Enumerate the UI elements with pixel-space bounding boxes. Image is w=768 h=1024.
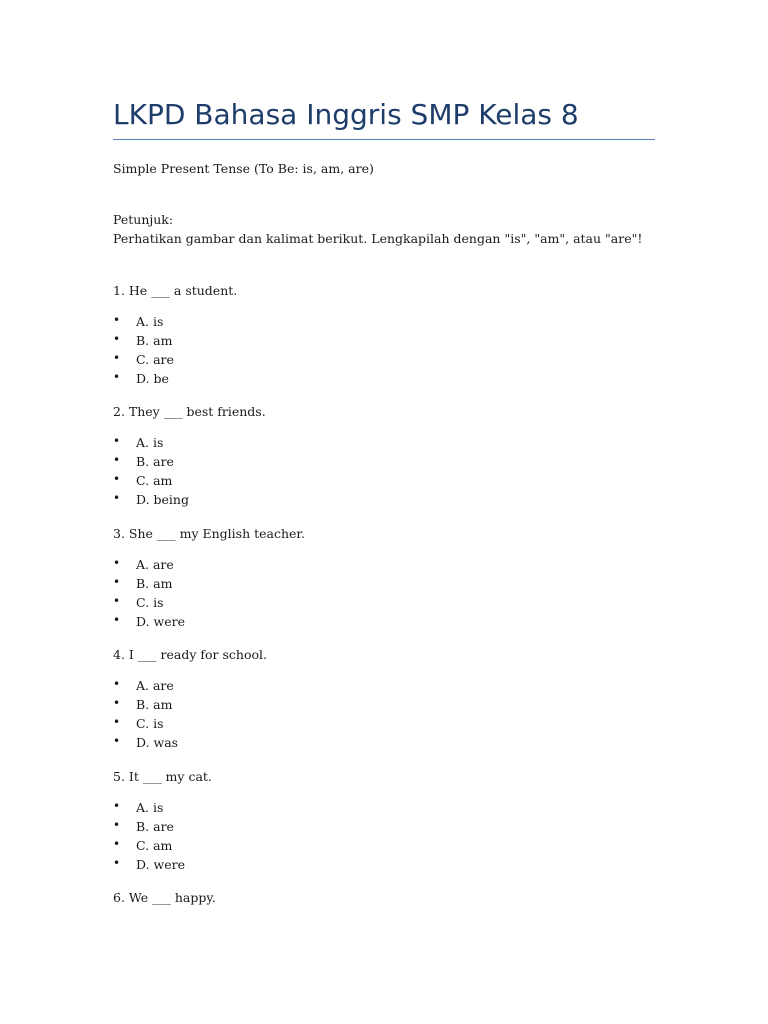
option-label: C. are xyxy=(136,352,174,367)
instructions-heading: Petunjuk: xyxy=(113,212,174,227)
option-label: C. is xyxy=(136,716,164,731)
bullet-icon: • xyxy=(113,799,121,813)
bullet-icon: • xyxy=(113,715,121,729)
option-label: B. am xyxy=(136,576,173,591)
bullet-icon: • xyxy=(113,818,121,832)
bullet-icon: • xyxy=(113,677,121,691)
bullet-icon: • xyxy=(113,472,121,486)
bullet-icon: • xyxy=(113,370,121,384)
bullet-icon: • xyxy=(113,491,121,505)
option-label: A. are xyxy=(136,557,174,572)
bullet-icon: • xyxy=(113,453,121,467)
option-label: C. am xyxy=(136,838,173,853)
option-label: D. being xyxy=(136,492,189,507)
option-label: A. is xyxy=(136,314,164,329)
question-text: 1. He ___ a student. xyxy=(113,283,238,298)
bullet-icon: • xyxy=(113,837,121,851)
option-label: D. were xyxy=(136,857,185,872)
option-label: D. were xyxy=(136,614,185,629)
question-text: 2. They ___ best friends. xyxy=(113,404,266,419)
question-text: 4. I ___ ready for school. xyxy=(113,647,267,662)
bullet-icon: • xyxy=(113,332,121,346)
option-label: B. am xyxy=(136,697,173,712)
bullet-icon: • xyxy=(113,613,121,627)
option-label: D. was xyxy=(136,735,179,750)
bullet-icon: • xyxy=(113,434,121,448)
option-label: A. are xyxy=(136,678,174,693)
bullet-icon: • xyxy=(113,594,121,608)
bullet-icon: • xyxy=(113,575,121,589)
instructions-text: Perhatikan gambar dan kalimat berikut. Lengkapilah dengan "is", "am", atau "are"! xyxy=(113,231,643,246)
option-label: C. am xyxy=(136,473,173,488)
option-label: B. are xyxy=(136,454,174,469)
bullet-icon: • xyxy=(113,351,121,365)
question-text: 5. It ___ my cat. xyxy=(113,769,212,784)
option-label: B. are xyxy=(136,819,174,834)
question-text: 3. She ___ my English teacher. xyxy=(113,526,306,541)
bullet-icon: • xyxy=(113,734,121,748)
bullet-icon: • xyxy=(113,556,121,570)
document-title: LKPD Bahasa Inggris SMP Kelas 8 xyxy=(113,98,579,131)
bullet-icon: • xyxy=(113,313,121,327)
subtitle: Simple Present Tense (To Be: is, am, are) xyxy=(113,161,374,176)
option-label: A. is xyxy=(136,435,164,450)
option-label: D. be xyxy=(136,371,169,386)
question-text: 6. We ___ happy. xyxy=(113,890,216,905)
option-label: C. is xyxy=(136,595,164,610)
title-underline xyxy=(113,139,655,140)
bullet-icon: • xyxy=(113,696,121,710)
option-label: B. am xyxy=(136,333,173,348)
bullet-icon: • xyxy=(113,856,121,870)
option-label: A. is xyxy=(136,800,164,815)
